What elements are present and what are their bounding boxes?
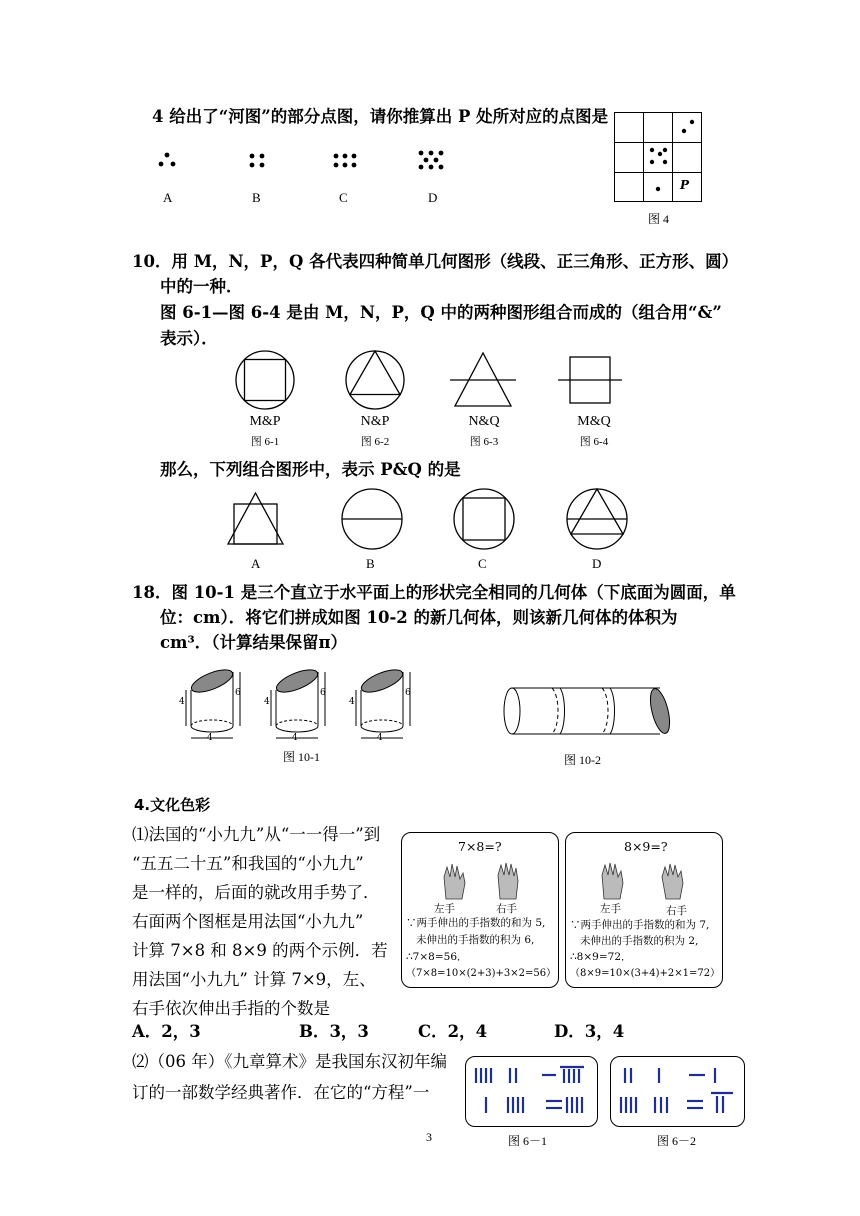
fig-6-2-label: N&P <box>360 414 390 429</box>
fig-6-2-caption: 图 6-2 <box>360 436 390 448</box>
fig-6-4-label: M&Q <box>577 414 611 429</box>
fig-6-3-shape <box>450 353 516 406</box>
option-a-dots <box>159 153 176 167</box>
box2-line2: 未伸出的手指数的积为 2, <box>580 935 699 947</box>
q10-option-c: C <box>478 556 487 571</box>
answer-b: B．3，3 <box>299 1022 369 1041</box>
p1-line-6: 用法国“小九九” 计算 7×9，左、 <box>132 970 376 989</box>
hetu-grid <box>614 112 704 204</box>
option-d-dots <box>419 151 444 170</box>
example-box-7x8 <box>401 832 559 988</box>
box2-line3: ∴8×9=72． <box>570 951 632 963</box>
dim-long-2: 6 <box>320 688 326 698</box>
counting-rods-box-2 <box>610 1056 745 1127</box>
q10-answer-figures <box>225 488 645 556</box>
q10-option-b: B <box>366 556 375 571</box>
dim-long-1: 6 <box>235 688 241 698</box>
option-b-dots <box>250 154 265 168</box>
fig-10-2-caption: 图 10-2 <box>564 753 601 767</box>
dim-width-1: 4 <box>207 733 213 743</box>
counting-rods-icon <box>617 1063 741 1119</box>
answer-a: A．2，3 <box>132 1022 201 1041</box>
example-box-8x9 <box>565 832 723 988</box>
q10-line4: 表示）． <box>160 329 218 348</box>
culture-heading: 4.文化色彩 <box>134 796 211 814</box>
fig-6-4-shape <box>558 357 622 403</box>
p1-line-2: “五五二十五”和我国的“小九九” <box>132 854 364 873</box>
counting-rods-box-1 <box>465 1056 598 1127</box>
answer-d-shape <box>567 489 627 549</box>
box2-title: 8×9=? <box>624 839 668 854</box>
answer-c: C．2，4 <box>418 1022 488 1041</box>
q10-option-d: D <box>592 556 602 571</box>
box1-line1: ∵两手伸出的手指数的和为 5, <box>406 917 546 929</box>
hand-gestures-icon <box>596 859 696 901</box>
fig-6-1-caption: 图 6-1 <box>250 436 280 448</box>
box1-line2: 未伸出的手指数的积为 6, <box>416 934 535 946</box>
q18-line2: 位：cm）．将它们拼成如图 10-2 的新几何体，则该新几何体的体积为 <box>160 608 678 627</box>
counting-rods-icon <box>472 1063 592 1119</box>
q4-dot-options <box>150 145 450 175</box>
fig-10-1-caption: 图 10-1 <box>283 750 320 764</box>
p1-line-3: 是一样的，后面的就改用手势了． <box>132 883 380 902</box>
dim-short-3: 4 <box>349 697 355 707</box>
q10-question: 那么，下列组合图形中，表示 P&Q 的是 <box>160 460 461 479</box>
answer-b-shape <box>342 489 402 549</box>
fig-6-2-shape <box>346 351 404 409</box>
fig-6-2b-caption: 图 6－2 <box>657 1134 697 1148</box>
fig-10-2-cylinder <box>500 682 680 742</box>
p1-line-1: ⑴法国的“小九九”从“一一得一”到 <box>132 825 381 844</box>
grid-p-label: P <box>680 178 690 192</box>
q10-example-figures <box>225 350 645 420</box>
option-c-dots <box>334 154 357 168</box>
dim-short-1: 4 <box>179 697 185 707</box>
fig-6-1b-caption: 图 6－1 <box>508 1134 548 1148</box>
dim-width-2: 4 <box>292 733 298 743</box>
fig-6-1-shape <box>236 351 294 409</box>
box1-right-hand: 右手 <box>496 903 517 915</box>
page-number: 3 <box>426 1130 432 1144</box>
q4-text: 4 给出了“河图”的部分点图，请你推算出 P 处所对应的点图是 <box>152 107 609 126</box>
p1-line-5: 计算 7×8 和 8×9 的两个示例．若 <box>132 941 388 960</box>
box1-line3: ∴7×8=56． <box>406 951 468 963</box>
answer-a-shape <box>228 493 283 544</box>
q10-option-a: A <box>251 556 261 571</box>
fig-10-1-cylinders <box>178 660 438 750</box>
q18-line1: 18．图 10-1 是三个直立于水平面上的形状完全相同的几何体（下底面为圆面，单 <box>132 583 736 602</box>
p1-line-4: 右面两个图框是用法国“小九九” <box>132 912 364 931</box>
q10-line2: 中的一种． <box>160 277 243 296</box>
p1-line-7: 右手依次伸出手指的个数是 <box>132 999 330 1018</box>
answer-c-shape <box>454 489 514 549</box>
box2-line4: （8×9=10×(3+4)+2×1=72） <box>570 968 721 979</box>
q18-line3: cm³．（计算结果保留π） <box>160 633 348 652</box>
dim-width-3: 4 <box>377 733 383 743</box>
q4-option-d: D <box>428 190 438 205</box>
p2-line-2: 订的一部数学经典著作．在它的“方程”一 <box>132 1083 430 1102</box>
box2-right-hand: 右手 <box>666 905 687 917</box>
q4-option-b: B <box>252 190 261 205</box>
fig-6-1-label: M&P <box>249 414 281 429</box>
dim-long-3: 6 <box>405 688 411 698</box>
dim-short-2: 4 <box>264 697 270 707</box>
q4-option-c: C <box>339 190 348 205</box>
hand-gestures-icon <box>438 859 528 901</box>
fig4-caption: 图 4 <box>648 212 670 226</box>
box2-left-hand: 左手 <box>600 903 621 915</box>
fig-6-4-caption: 图 6-4 <box>579 436 609 448</box>
box2-line1: ∵两手伸出的手指数的和为 7, <box>570 919 710 931</box>
p2-line-1: ⑵（06 年）《九章算术》是我国东汉初年编 <box>132 1052 447 1071</box>
q4-option-a: A <box>163 190 173 205</box>
q10-line1: 10．用 M，N，P，Q 各代表四种简单几何图形（线段、正三角形、正方形、圆） <box>132 252 739 271</box>
fig-6-3-caption: 图 6-3 <box>469 436 499 448</box>
fig-6-3-label: N&Q <box>468 414 500 429</box>
answer-d: D．3，4 <box>554 1022 625 1041</box>
culture-paragraph-1 <box>132 820 388 1023</box>
box1-left-hand: 左手 <box>434 903 455 915</box>
box1-title: 7×8=? <box>458 839 502 854</box>
box1-line4: （7×8=10×(2+3)+3×2=56） <box>406 968 557 979</box>
q10-line3: 图 6-1—图 6-4 是由 M，N，P，Q 中的两种图形组合而成的（组合用“&” <box>160 303 722 322</box>
